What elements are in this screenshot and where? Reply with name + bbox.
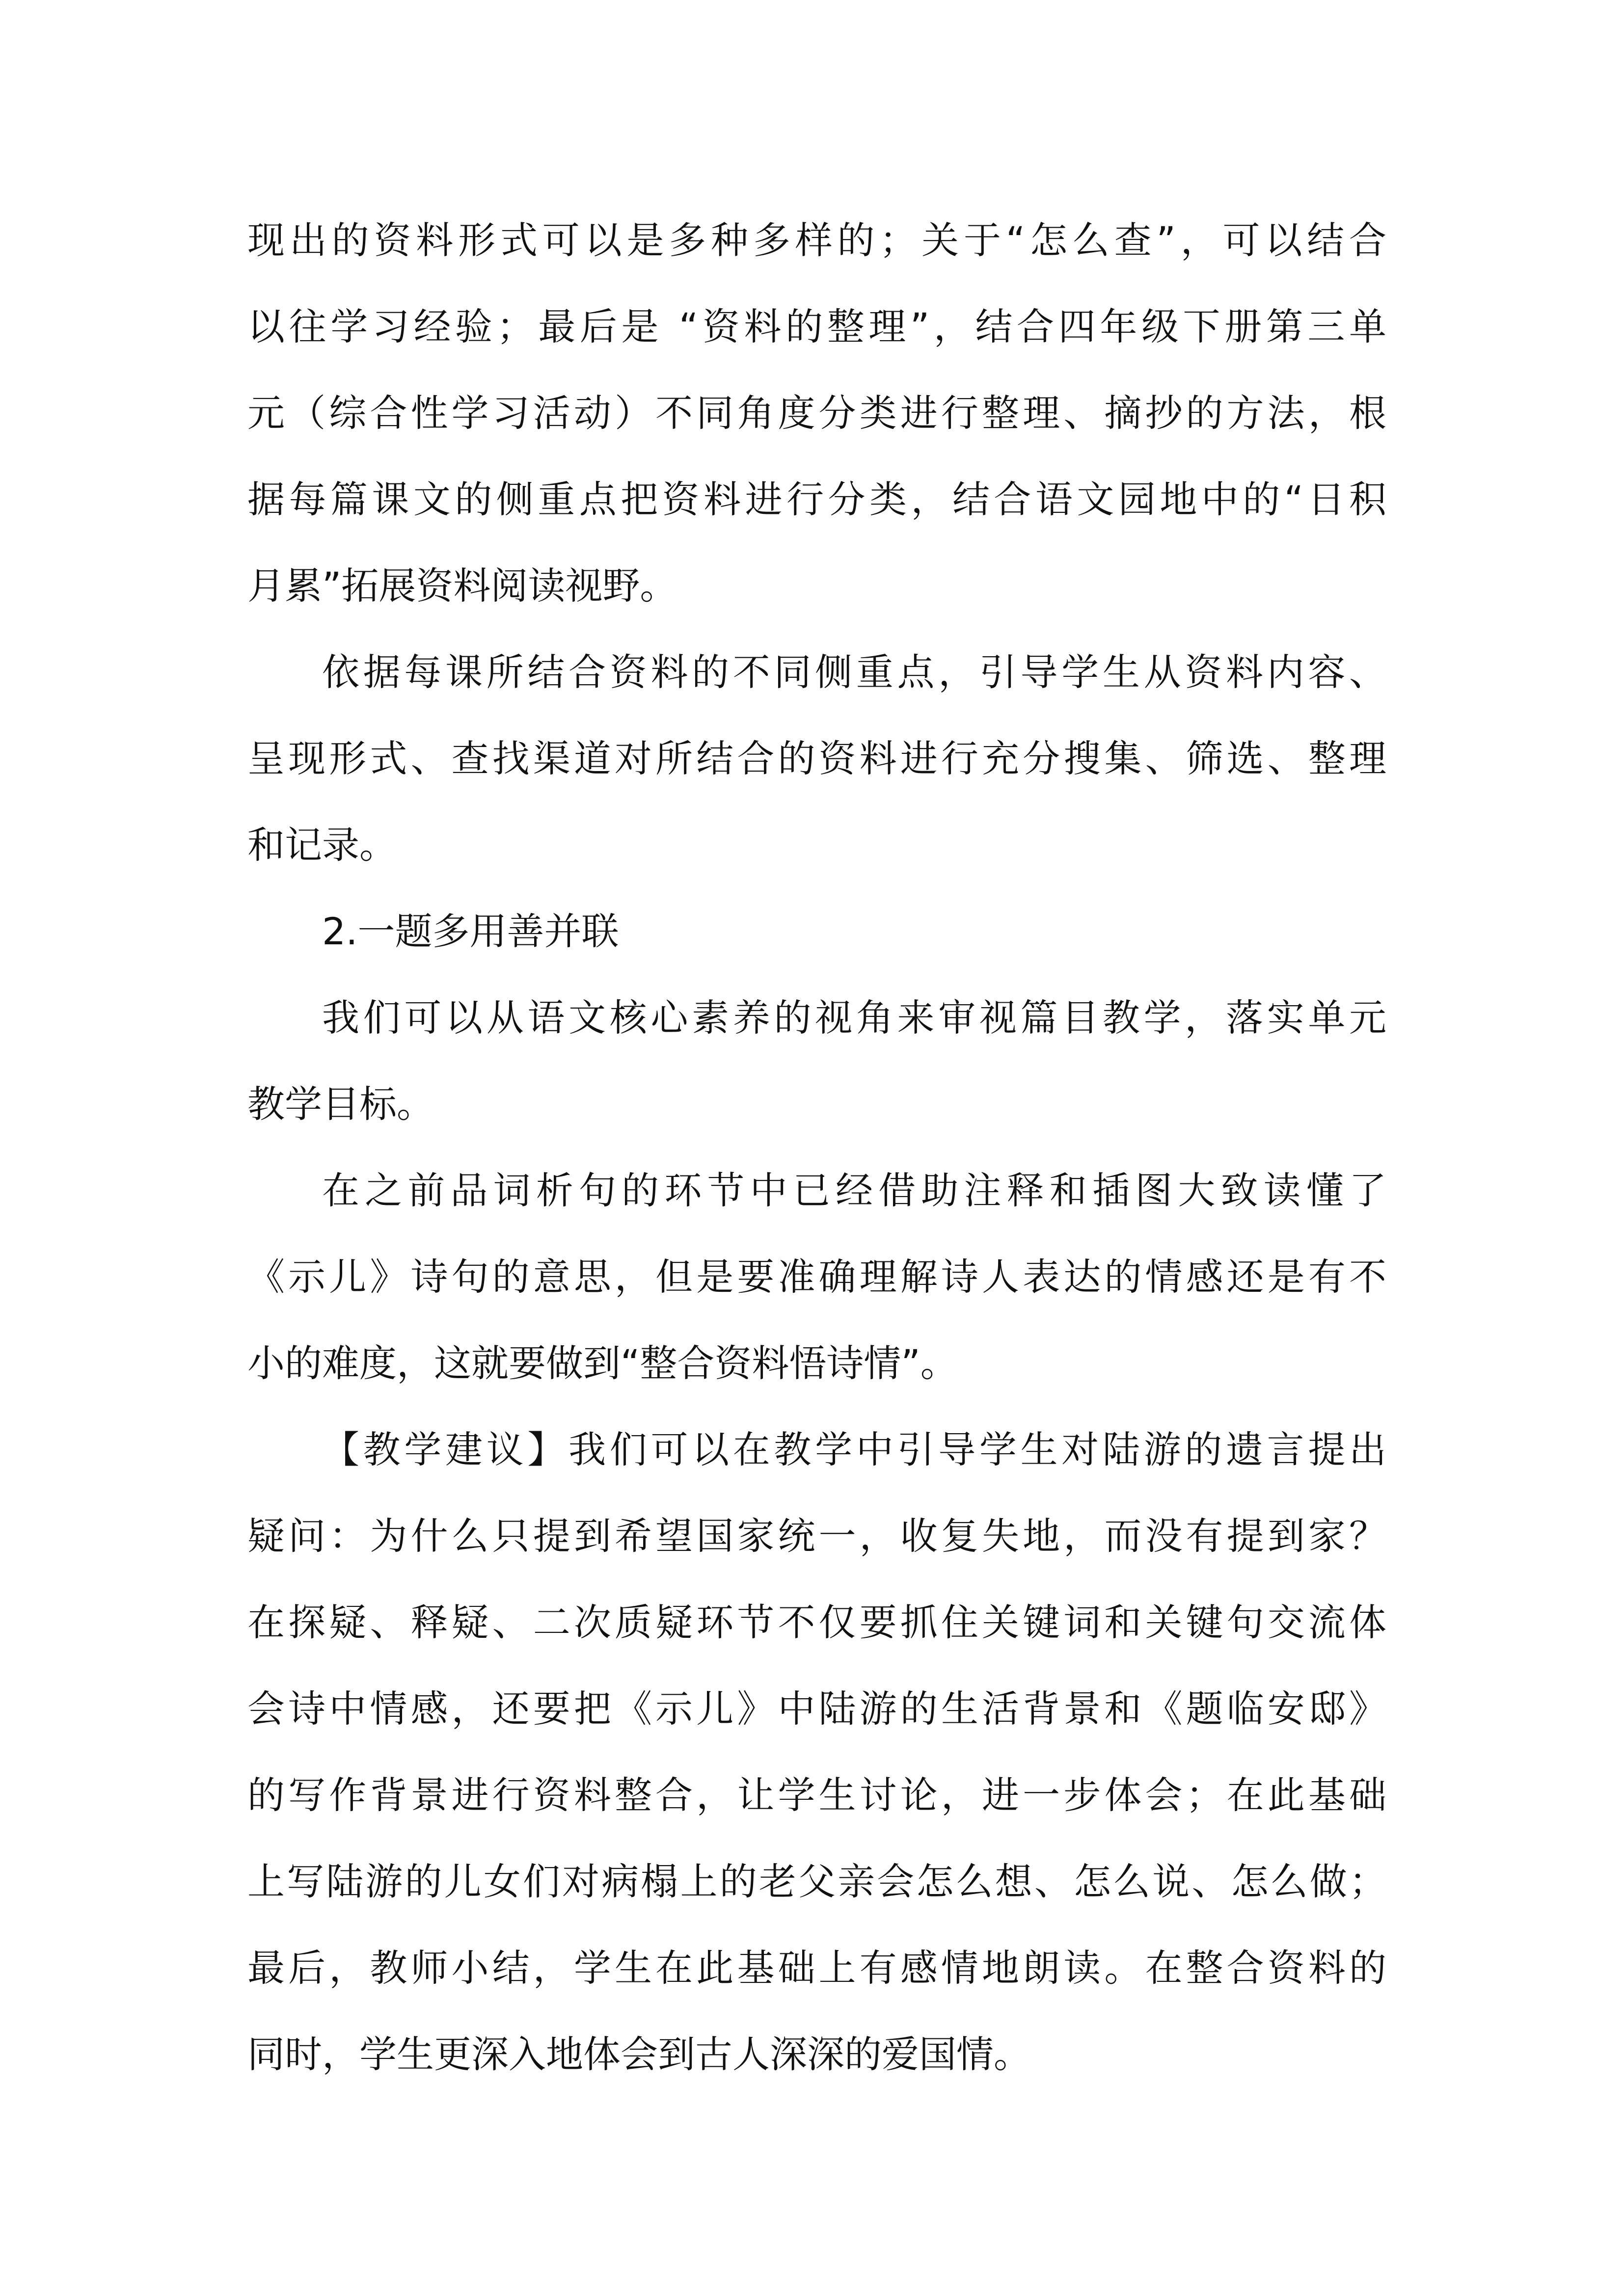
text-line: 的写作背景进行资料整合，让学生讨论，进一步体会；在此基础	[247, 1773, 1386, 1817]
paragraph-5	[247, 1407, 1386, 2098]
text-line: 同时，学生更深入地体会到古人深深的爱国情。	[247, 2032, 1031, 2076]
text-line: 上写陆游的儿女们对病榻上的老父亲会怎么想、怎么说、怎么做；	[247, 1860, 1386, 1903]
text-line: 小的难度，这就要做到“整合资料悟诗情”。	[247, 1341, 958, 1385]
paragraph-2	[247, 629, 1386, 888]
body-text	[247, 197, 1386, 2098]
text-line: 教学目标。	[247, 1082, 434, 1126]
text-line: 会诗中情感，还要把《示儿》中陆游的生活背景和《题临安邸》	[247, 1687, 1386, 1731]
section-heading	[247, 888, 1386, 975]
text-line: 现出的资料形式可以是多种多样的；关于“怎么查”，可以结合	[247, 218, 1386, 262]
text-line: 疑问：为什么只提到希望国家统一，收复失地，而没有提到家？	[247, 1514, 1386, 1558]
text-line: 最后，教师小结，学生在此基础上有感情地朗读。在整合资料的	[247, 1946, 1386, 1990]
paragraph-3	[247, 975, 1386, 1148]
text-line: 依据每课所结合资料的不同侧重点，引导学生从资料内容、	[322, 650, 1386, 694]
text-line: 以往学习经验；最后是 “资料的整理”，结合四年级下册第三单	[247, 305, 1386, 348]
text-line: 月累”拓展资料阅读视野。	[247, 564, 677, 608]
heading-text: 2.一题多用善并联	[322, 909, 619, 953]
text-line: 《示儿》诗句的意思，但是要准确理解诗人表达的情感还是有不	[247, 1255, 1386, 1299]
paragraph-4	[247, 1148, 1386, 1407]
text-line: 我们可以从语文核心素养的视角来审视篇目教学，落实单元	[322, 996, 1386, 1040]
text-line: 和记录。	[247, 823, 397, 867]
text-line: 在之前品词析句的环节中已经借助注释和插图大致读懂了	[322, 1169, 1386, 1212]
text-line: 元（综合性学习活动）不同角度分类进行整理、摘抄的方法，根	[247, 391, 1386, 435]
paragraph-1	[247, 197, 1386, 629]
text-line: 据每篇课文的侧重点把资料进行分类，结合语文园地中的“日积	[247, 478, 1386, 521]
text-line: 在探疑、释疑、二次质疑环节不仅要抓住关键词和关键句交流体	[247, 1601, 1386, 1644]
text-line: 呈现形式、查找渠道对所结合的资料进行充分搜集、筛选、整理	[247, 737, 1386, 780]
text-line: 【教学建议】我们可以在教学中引导学生对陆游的遗言提出	[322, 1428, 1386, 1471]
